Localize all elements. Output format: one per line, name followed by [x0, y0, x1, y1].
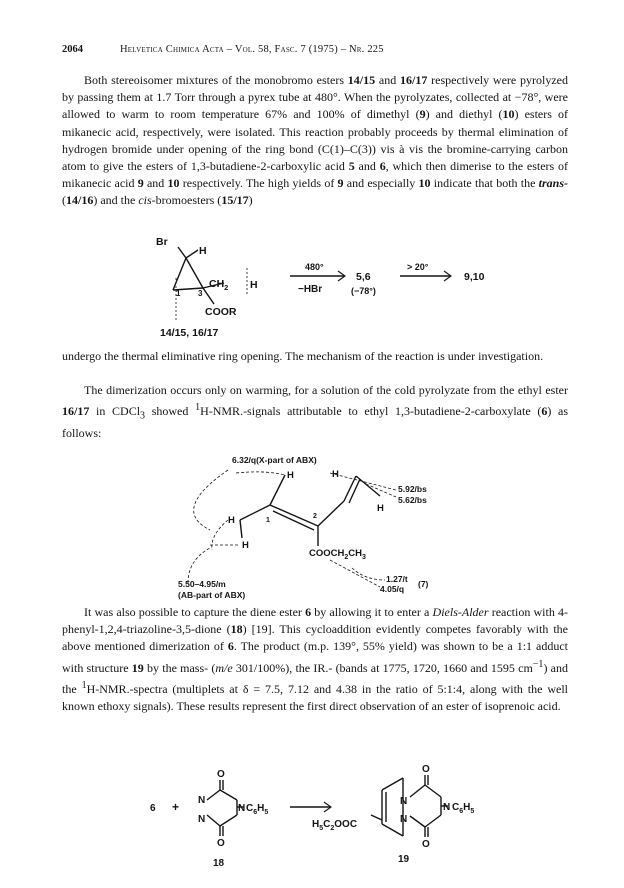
hydrogen-label: H [199, 245, 207, 257]
compound-ref: 10 [418, 176, 431, 191]
plus-sign: + [172, 800, 180, 814]
compound-number-18: 18 [213, 858, 225, 869]
phenyl-label: $C_6H_5$ [452, 802, 475, 815]
methylene-label: $CH_2$ [209, 278, 229, 292]
compound-ref: 9 [137, 176, 144, 191]
page-number: 2064 [62, 44, 83, 55]
ester-group-label: COOR [205, 306, 237, 318]
ring-position-1: 1 [176, 289, 181, 298]
compound-ref: 10 [167, 176, 180, 191]
compound-ref: 16/17 [62, 404, 90, 419]
journal-running-head: Helvetica Chimica Acta – Vol. 58, Fasc. 7 (1975) – Nr. 225 [120, 44, 384, 55]
compound-ref: 5 [348, 159, 355, 174]
shift-broad-singlet: 5.62/bs [398, 495, 427, 505]
nitrogen-label: N [443, 802, 451, 813]
nitrogen-label: N [400, 796, 408, 807]
shift-broad-singlet: 5.92/bs [398, 484, 427, 494]
hydrogen-label: H [377, 503, 384, 514]
compound-ref: 6 [541, 404, 548, 419]
intermediate-compounds: 5,6 [356, 271, 371, 283]
paragraph-diels-alder: It was also possible to capture the diene ester 6 by allowing it to enter a Diels-Alder reaction with 4-phenyl-1,2,4-triazoline-3,5-dione (18) [19]. This cycloaddition evidently competes favorably with the above mentioned dimerization of 6. The product (m.p. 139°, 55% yield) was shown to be a 1:1 adduct with structure 19 by the mass- (m/e 301/100%), the IR.- (bands at 1775, 1720, 1660 and 1595 $cm^{-1}$) and the $^1$H-NMR.-spectra (multiplets at δ = 7.5, 7.12 and 4.38 in the ratio of 5:1:4, along with the well known ethoxy signals). These results represent the first direct observation of an ester of isoprenoic acid. [62, 605, 569, 714]
compound-ref: 9 [337, 176, 344, 191]
intermediate-temperature: (−78°) [351, 286, 376, 296]
compound-ref: 9 [419, 107, 426, 122]
hydrogen-label: H [332, 469, 339, 480]
product-compounds: 9,10 [464, 271, 485, 283]
compound-ref: 15/17 [221, 193, 249, 208]
hydrogen-label: H [287, 470, 294, 481]
nitrogen-label: N [198, 795, 206, 806]
shift-ab-part: (AB-part of ABX) [178, 590, 246, 600]
ester-group-label: $H_5C_2OOC$ [312, 819, 358, 832]
nitrogen-label: N [198, 814, 206, 825]
compound-ref: 6 [227, 639, 234, 654]
compound-ref: 6 [305, 605, 312, 619]
bromine-label: Br [156, 236, 168, 248]
shift-x-part: 6.32/q(X-part of ABX) [232, 455, 317, 465]
compound-ref: 18 [230, 622, 243, 637]
carbon-position-1: 1 [266, 517, 270, 524]
elimination-label: −HBr [298, 284, 323, 295]
stereo-prefix: cis- [138, 193, 156, 208]
hydrogen-label: H [250, 279, 258, 291]
oxygen-label: O [217, 769, 225, 780]
oxygen-label: O [422, 839, 430, 850]
nitrogen-label: N [238, 803, 246, 814]
compound-number-19: 19 [398, 854, 410, 865]
ester-group-label: $COOCH_2CH_3$ [309, 548, 366, 561]
shift-triplet: 1.27/t [386, 574, 408, 584]
oxygen-label: O [422, 764, 430, 775]
reaction-name: Diels-Alder [432, 605, 489, 619]
diene-reference: 6 [150, 803, 156, 814]
compound-ref: 10 [502, 107, 515, 122]
paragraph-pyrolysis: Both stereoisomer mixtures of the monobromo esters 14/15 and 16/17 respectively were pyrolyzed by passing them at 1.7 Torr through a pyrex tube at 480°. When the pyrolyzates, collected at −78°, were allowed to warm to room temperature 67% and 100% of dimethyl (9) and diethyl (10) esters of mikanecic acid, respectively, were isolated. This reaction probably proceeds by thermal elimination of hydrogen bromide under opening of the ring bond (C(1)–C(3)) vis à vis the bromine-carrying carbon atom to give the esters of 1,3-butadiene-2-carboxylic acid 5 and 6, which then dimerise to the esters of mikanecic acid 9 and 10 respectively. The high yields of 9 and especially 10 indicate that both the trans- (14/16) and the cis-bromoesters (15/17) [62, 73, 569, 208]
ring-position-3: 3 [198, 289, 203, 298]
phenyl-label: $C_6H_5$ [246, 803, 269, 816]
warming-label: > 20° [407, 262, 429, 272]
hydrogen-label: H [242, 540, 249, 551]
oxygen-label: O [217, 838, 225, 849]
stereo-prefix: trans- [538, 176, 569, 191]
nitrogen-label: N [400, 814, 408, 825]
compound-number-label: 14/15, 16/17 [160, 327, 219, 339]
hydrogen-label: H [228, 515, 235, 526]
shift-quartet: 4.05/q [380, 584, 405, 594]
compound-ref: 19 [131, 660, 144, 675]
shift-multiplet: 5.50–4.95/m [178, 579, 226, 589]
compound-ref: 6 [379, 159, 386, 174]
carbon-position-2: 2 [313, 513, 317, 520]
paragraph-dimerization: The dimerization occurs only on warming, for a solution of the cold pyrolyzate from the ethyl ester 16/17 in CDCl$_3$ showed $^1$H-NMR.-signals attributable to ethyl 1,3-butadiene-2-carboxylate (6) as follows: [62, 383, 569, 440]
compound-ref: 14/16 [66, 193, 94, 208]
paragraph-ring-opening: undergo the thermal eliminative ring opening. The mechanism of the reaction is under investigation. [62, 349, 544, 363]
temperature-label: 480° [305, 262, 324, 272]
coupling-note: (7) [418, 579, 429, 589]
compound-ref: 14/15 [347, 73, 376, 87]
compound-ref: 16/17 [400, 73, 428, 87]
